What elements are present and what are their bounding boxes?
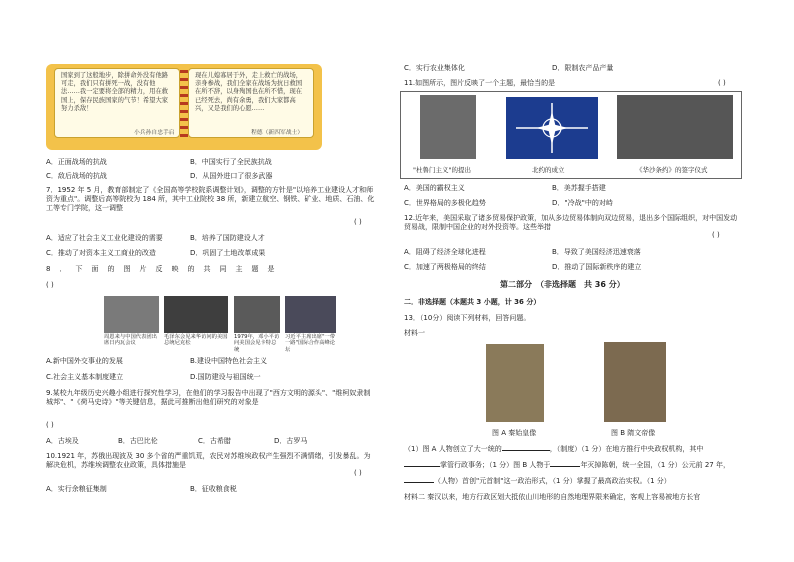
book-left-text: 国家到了这般地步，除拼命外没有他路可走，我们只有拼死一战，没有他法……我一定要将全部的精力，用在救国上，保存民族国家的气节！希望大家努力杀敌！: [61, 72, 169, 112]
q13-stem: 13．（10分）阅读下列材料，回答问题。: [404, 314, 531, 322]
book-page-right: [188, 68, 314, 138]
book-left-signature: 小兵孙自忠手启: [134, 130, 175, 136]
q6-option-d[interactable]: D．从国外进口了很多武器: [190, 172, 273, 180]
q8-stem: 8．下面的图片反映的共同主题是: [46, 265, 284, 273]
q10-text: 10.1921 年，苏俄出现波及 30 多个省的严重饥荒，农民对苏维埃政权产生强烈不满情绪，引发暴乱。为解决危机，苏维埃调整农业政策，具体措施是: [46, 452, 371, 469]
q13-1-part-b: ，（制度）（1 分）在地方推行中央政权机构，其中: [549, 445, 704, 453]
q7-option-a[interactable]: A．适应了社会主义工业化建设的需要: [46, 234, 163, 242]
q6-option-c[interactable]: C．敌后战场的抗战: [46, 172, 107, 180]
q13-1-part-d: 年灭掉陈朝，统一全国，（1 分）公元前 27 年，: [580, 461, 730, 469]
q12-option-a[interactable]: A．阻碍了经济全球化进程: [404, 248, 486, 256]
q13-1-part-e: （人物）首创"元首制"这一政治形式，（1 分）掌握了最高政治实权。（1 分）: [434, 477, 671, 485]
q11-option-a[interactable]: A．美国的霸权主义: [404, 184, 465, 192]
q8-caption-3: 1979年，邓小平访问美国会见卡特总统: [234, 334, 280, 353]
q8-option-c[interactable]: C.社会主义基本制度建立: [46, 373, 124, 381]
q8-option-a[interactable]: A.新中国外交事业的发展: [46, 357, 123, 365]
q8-photo-1: [104, 296, 159, 333]
q7-text: 7．1952 年 5 月，教育部制定了《全国高等学校院系调整计划》，调整的方针是"以培养工业建设人才和师资为重点"。调整后高等院校为 184 所，其中工业院校 38 所，新建立航空、钢铁、矿业、地质、石油、化工等专门学院，这一调整: [46, 186, 375, 212]
q11-option-b[interactable]: B．美苏握手搭建: [552, 184, 606, 192]
part-two-title: 第二部分 （非选择题 共 36 分）: [500, 280, 625, 289]
q8-photo-4: [285, 296, 336, 333]
fig-b-caption: 图 B 隋文帝像: [611, 429, 656, 437]
q11-photo-warsaw: [617, 95, 733, 159]
q8-option-b[interactable]: B.建设中国特色社会主义: [190, 357, 268, 365]
q11-photo-truman: [420, 95, 476, 159]
q10-option-a[interactable]: A．实行余粮征集制: [46, 485, 107, 493]
q12-paren: ( ): [712, 231, 720, 239]
q8-photo-3: [234, 296, 280, 333]
q9-text: 9.某校九年级历史兴趣小组进行探究性学习，在他们的学习报告中出现了"西方文明的源头"、"维柯奴隶制城邦"、"《荷马史诗》"等关键信息，据此可推断出他们研究的对象是: [46, 389, 371, 406]
q13-1-part-a: （1）图 A 人物创立了大一统的: [404, 445, 502, 453]
q8-caption-1: 周恩来与中国代表团出席日内瓦会议: [104, 334, 157, 347]
q13-line-1: [404, 445, 703, 454]
q9-option-c[interactable]: C．古希腊: [198, 437, 231, 445]
book-right-text: 现在儿媳寡居于外，走上救亡的战场，亲身参战，我们全家在战场为抗日救国在所不辞，以身殉国也在所不惜，现在已经死去，尚有余勇，我们大家都高兴，又是我们的心愿……: [195, 72, 303, 112]
q13-1-part-c: 掌管行政事务；（1 分）图 B 人物于: [440, 461, 551, 469]
q10-paren: ( ): [354, 469, 362, 477]
q11-option-c[interactable]: C．世界格局的多极化趋势: [404, 199, 486, 207]
answer-blank-1[interactable]: [502, 450, 550, 451]
q11-caption-3: 《华沙条约》的签字仪式: [636, 166, 708, 174]
qin-shihuang-portrait: [486, 344, 544, 422]
nato-compass-icon: [506, 97, 598, 159]
sui-wendi-portrait: [604, 342, 666, 422]
q9-option-b[interactable]: B．古巴比伦: [118, 437, 158, 445]
material-two-text: 材料二 秦汉以来，地方行政区划大抵依山川地形的自然地理界限来确定，客观上容易被地方长官: [404, 493, 701, 501]
book-page-left: [54, 68, 180, 138]
book-rings: [180, 70, 188, 140]
q9-option-a[interactable]: A．古埃及: [46, 437, 79, 445]
q9-paren: ( ): [46, 421, 54, 429]
q7-paren: ( ): [354, 218, 362, 226]
q6-option-a[interactable]: A．正面战场的抗战: [46, 158, 107, 166]
book-right-signature: 程德（新四军战士）: [251, 130, 304, 136]
q11-stem: 11.如图所示，图片反映了一个主题，最恰当的是: [404, 79, 556, 87]
q12-option-d[interactable]: D．推动了国际新秩序的建立: [552, 263, 642, 271]
q13-line-2: [404, 461, 730, 470]
nato-flag-image: [506, 97, 598, 159]
q12-option-b[interactable]: B．导致了美国经济迅速衰落: [552, 248, 641, 256]
q10-option-c[interactable]: C．实行农业集体化: [404, 64, 465, 72]
q8-caption-4: 习近平主席出席"一带一路"国际合作高峰论坛: [285, 334, 336, 353]
q11-paren: ( ): [718, 79, 726, 87]
q7-option-b[interactable]: B．培养了国防建设人才: [190, 234, 265, 242]
q8-photo-2: [164, 296, 228, 333]
answer-blank-4[interactable]: [404, 482, 434, 483]
q11-caption-2: 北约的成立: [532, 166, 565, 174]
book-illustration: [46, 64, 322, 150]
q10-option-d[interactable]: D．限制农产品产量: [552, 64, 614, 72]
q8-caption-2: 毛泽东会见来华访问的美国总统尼克松: [164, 334, 228, 347]
q12-text: 12.近年来，美国采取了诸多贸易保护政策，加从多边贸易体制向双边贸易，退出多个国际组织，对中国发动贸易战，限制中国企业的对外投资等。这些举措: [404, 214, 738, 231]
q7-option-c[interactable]: C．推动了对资本主义工商业的改造: [46, 249, 156, 257]
q9-option-d[interactable]: D．古罗马: [274, 437, 308, 445]
fig-a-caption: 图 A 秦始皇像: [492, 429, 537, 437]
q10-option-b[interactable]: B．征收粮食税: [190, 485, 237, 493]
answer-blank-3[interactable]: [550, 466, 580, 467]
q12-option-c[interactable]: C．加速了两极格局的终结: [404, 263, 486, 271]
q8-paren: ( ): [46, 281, 54, 289]
q13-line-3: [404, 477, 671, 486]
section-title: 二．非选择题（本题共 3 小题，计 36 分）: [404, 298, 541, 306]
q11-option-d[interactable]: D．"冷战"中的对峙: [552, 199, 613, 207]
q8-option-d[interactable]: D.国防建设与祖国统一: [190, 373, 261, 381]
q11-caption-1: "杜鲁门主义"的提出: [413, 166, 471, 174]
q6-option-b[interactable]: B．中国实行了全民族抗战: [190, 158, 272, 166]
material-one-label: 材料一: [404, 329, 425, 337]
q7-option-d[interactable]: D．巩固了土地改革成果: [190, 249, 266, 257]
answer-blank-2[interactable]: [404, 466, 440, 467]
